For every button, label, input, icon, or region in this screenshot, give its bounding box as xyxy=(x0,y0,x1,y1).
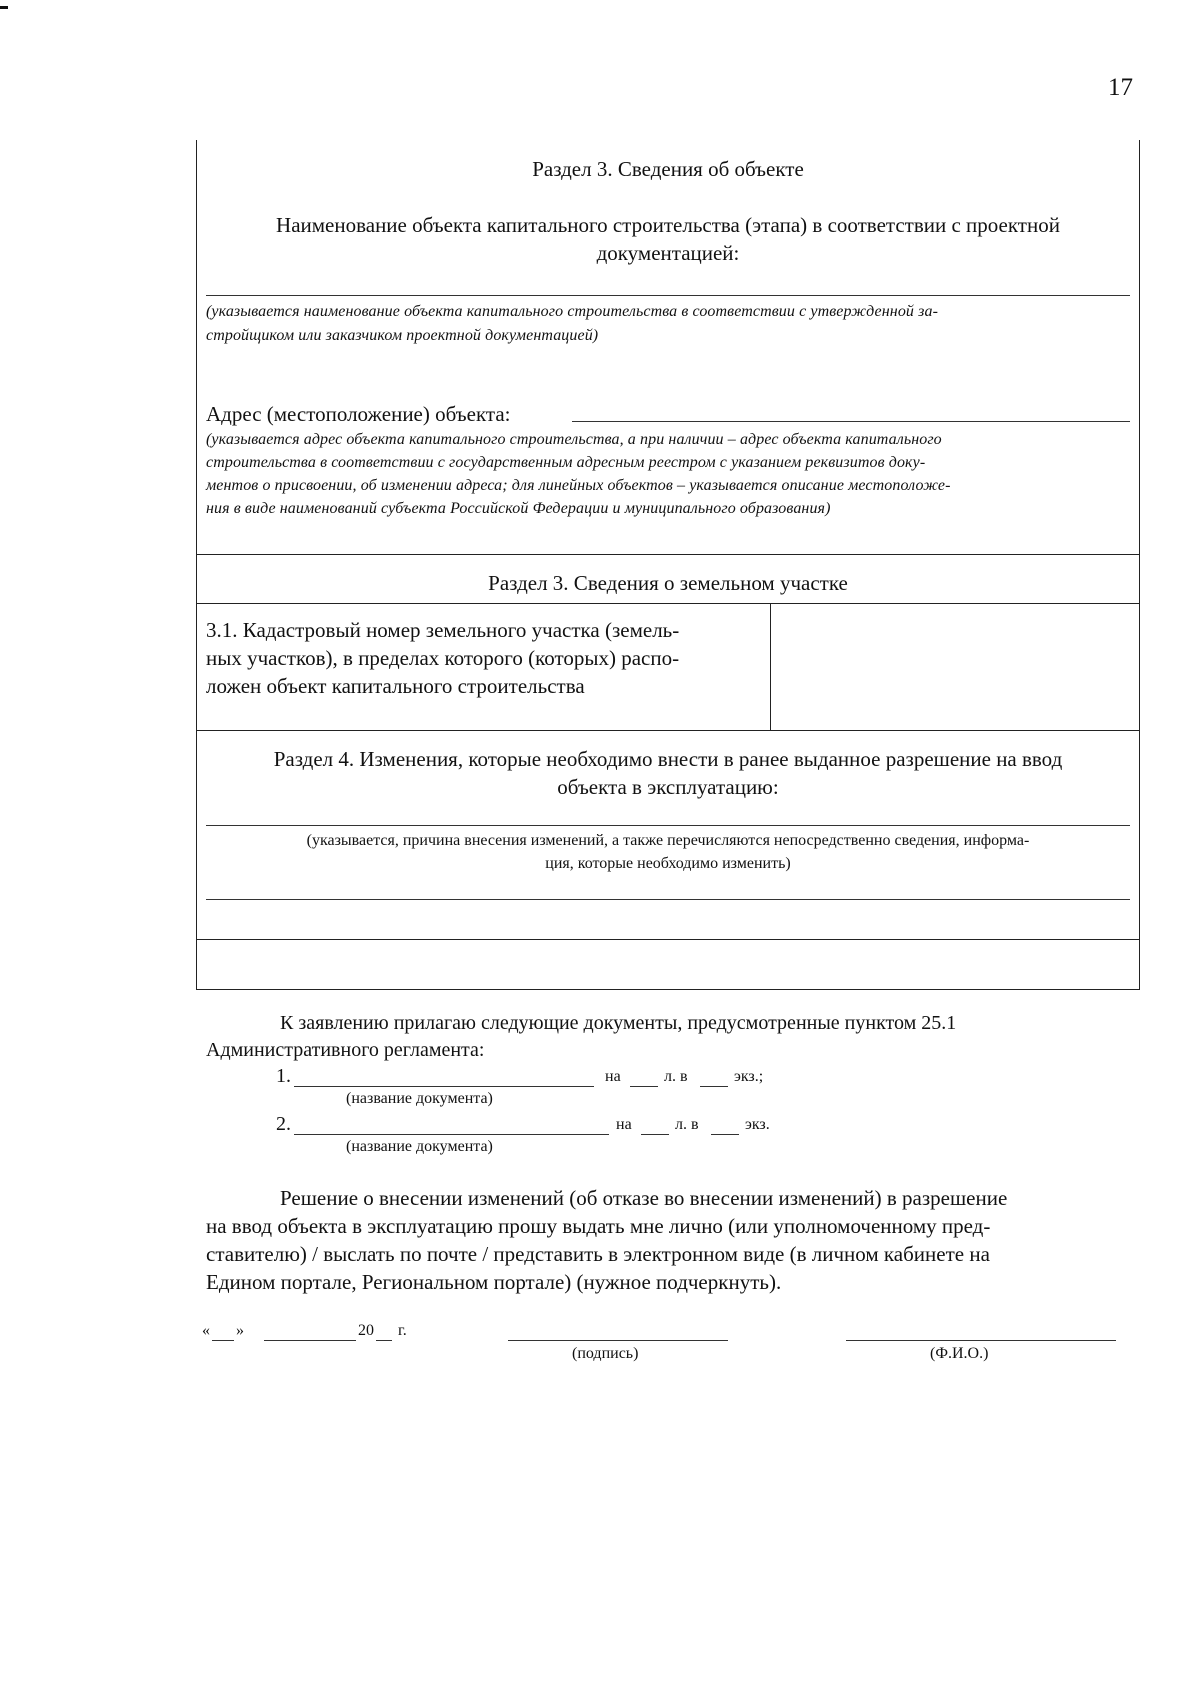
decision-line4: Едином портале, Региональном портале) (нужное подчеркнуть). xyxy=(206,1270,782,1294)
cadastral-number-cell[interactable] xyxy=(780,617,1130,717)
cadastral-label-line3: ложен объект капитального строительства xyxy=(206,674,585,698)
attachment-2-number: 2. xyxy=(276,1113,291,1135)
attachment-1-title-field[interactable] xyxy=(294,1086,594,1087)
attachment-1-copies-label: экз.; xyxy=(734,1068,764,1085)
attachment-2-title-field[interactable] xyxy=(294,1134,609,1135)
object-name-heading-line1: Наименование объекта капитального строительства (этапа) в соответствии с проектной xyxy=(276,213,1060,237)
date-year-prefix: 20 xyxy=(358,1322,374,1339)
section-object-title: Раздел 3. Сведения об объекте xyxy=(532,157,804,181)
attachments-intro-line1: К заявлению прилагаю следующие документы, предусмотренные пунктом 25.1 xyxy=(280,1012,957,1034)
attachment-1-sheets-label: л. в xyxy=(664,1068,688,1085)
attachments-intro-line2: Административного регламента: xyxy=(206,1039,485,1061)
date-month-field[interactable] xyxy=(264,1340,356,1341)
attachment-2-copies-field[interactable] xyxy=(711,1134,739,1135)
section-land-title: Раздел 3. Сведения о земельном участке xyxy=(488,571,848,595)
attachment-1-caption: (название документа) xyxy=(346,1090,493,1107)
section-changes-title-line1: Раздел 4. Изменения, которые необходимо внести в ранее выданное разрешение на ввод xyxy=(273,747,1063,771)
address-label: Адрес (местоположение) объекта: xyxy=(206,402,511,426)
attachment-1-number: 1. xyxy=(276,1065,291,1087)
date-quote-open: « xyxy=(202,1322,210,1339)
attachment-2-sheets-label: л. в xyxy=(675,1116,699,1133)
date-year-suffix: г. xyxy=(398,1322,407,1339)
address-note-line1: (указывается адрес объекта капитального строительства, а при наличии – адрес объекта капитального xyxy=(206,431,942,448)
cadastral-label-line1: 3.1. Кадастровый номер земельного участка (земель- xyxy=(206,618,680,642)
address-note-line3: ментов о присвоении, об изменении адреса; для линейных объектов – указывается описание местоположе- xyxy=(206,477,951,494)
date-quote-close: » xyxy=(236,1322,244,1339)
address-note-line2: строительства в соответствии с государственным адресным реестром с указанием реквизитов доку- xyxy=(206,454,926,471)
attachment-1-on-label: на xyxy=(605,1068,621,1085)
full-name-field[interactable] xyxy=(846,1340,1116,1341)
changes-note-line1: (указывается, причина внесения изменений, а также перечисляются непосредственно сведения, информа- xyxy=(306,832,1030,849)
attachment-1-sheets-field[interactable] xyxy=(630,1086,658,1087)
changes-note-line2: ция, которые необходимо изменить) xyxy=(545,855,791,872)
attachment-1-copies-field[interactable] xyxy=(700,1086,728,1087)
object-name-note-line2: стройщиком или заказчиком проектной документацией) xyxy=(206,327,599,344)
decision-line3: ставителю) / выслать по почте / представить в электронном виде (в личном кабинете на xyxy=(206,1242,990,1266)
decision-line1: Решение о внесении изменений (об отказе во внесении изменений) в разрешение xyxy=(280,1186,1008,1210)
changes-field-1[interactable] xyxy=(206,825,1130,826)
object-name-heading-line2: документацией: xyxy=(596,241,740,265)
attachment-2-on-label: на xyxy=(616,1116,632,1133)
decision-line2: на ввод объекта в эксплуатацию прошу выдать мне лично (или уполномоченному пред- xyxy=(206,1214,991,1238)
cadastral-label-line2: ных участков), в пределах которого (которых) распо- xyxy=(206,646,680,670)
section-changes-title-line2: объекта в эксплуатацию: xyxy=(557,775,779,799)
signature-field[interactable] xyxy=(508,1340,728,1341)
address-note-line4: ния в виде наименований субъекта Российской Федерации и муниципального образования) xyxy=(206,500,831,517)
full-name-caption: (Ф.И.О.) xyxy=(930,1345,989,1362)
signature-caption: (подпись) xyxy=(572,1345,639,1362)
attachment-2-caption: (название документа) xyxy=(346,1138,493,1155)
changes-field-2[interactable] xyxy=(206,899,1130,900)
attachment-2-copies-label: экз. xyxy=(745,1116,770,1133)
attachment-2-sheets-field[interactable] xyxy=(641,1134,669,1135)
page-number: 17 xyxy=(1108,74,1133,101)
date-day-field[interactable] xyxy=(212,1340,234,1341)
object-name-field[interactable] xyxy=(206,295,1130,296)
date-year-field[interactable] xyxy=(376,1340,392,1341)
object-name-note-line1: (указывается наименование объекта капитального строительства в соответствии с утвержденной за- xyxy=(206,303,939,320)
address-field[interactable] xyxy=(572,421,1130,422)
scan-edge-mark xyxy=(0,6,8,9)
